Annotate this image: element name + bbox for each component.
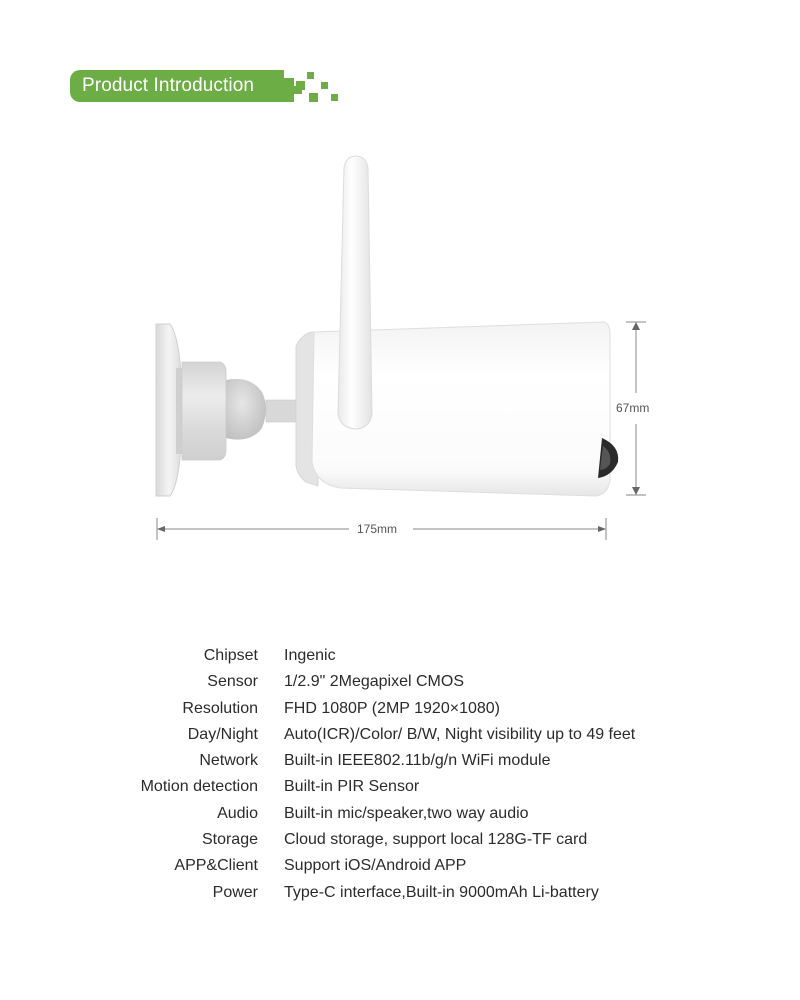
spec-row-chipset: [0, 645, 800, 671]
spec-table: [0, 645, 800, 908]
spec-label: Network: [199, 752, 258, 770]
spec-value: Support iOS/Android APP: [284, 857, 467, 875]
spec-row-network: [0, 750, 800, 776]
height-dimension-label: 67mm: [616, 401, 650, 415]
spec-row-audio: [0, 803, 800, 829]
spec-label: Storage: [201, 831, 258, 849]
section-title: Product Introduction: [82, 75, 255, 96]
spec-value: FHD 1080P (2MP 1920×1080): [284, 699, 500, 717]
spec-row-motion-detection: [0, 776, 800, 802]
spec-label: Day/Night: [187, 725, 258, 743]
spec-label: Audio: [217, 804, 258, 822]
spec-value: Cloud storage, support local 128G-TF card: [284, 831, 588, 849]
spec-value: Ingenic: [284, 647, 336, 664]
spec-value: Built-in IEEE802.11b/g/n WiFi module: [284, 752, 551, 770]
spec-row-app-client: [0, 855, 800, 881]
spec-label: Sensor: [207, 673, 258, 691]
spec-label: Chipset: [203, 647, 258, 664]
spec-row-storage: [0, 829, 800, 855]
spec-row-power: [0, 882, 800, 908]
spec-value: Built-in PIR Sensor: [284, 778, 420, 796]
spec-row-sensor: [0, 671, 800, 697]
spec-row-day-night: [0, 724, 800, 750]
spec-row-resolution: [0, 698, 800, 724]
spec-label: Resolution: [182, 699, 258, 717]
spec-value: Auto(ICR)/Color/ B/W, Night visibility up to 49 feet: [284, 725, 636, 743]
spec-label: Motion detection: [140, 778, 258, 796]
spec-value: 1/2.9" 2Megapixel CMOS: [284, 673, 464, 691]
spec-label: APP&Client: [174, 857, 258, 875]
spec-value: Built-in mic/speaker,two way audio: [284, 804, 529, 822]
length-dimension-label: 175mm: [357, 522, 398, 536]
spec-label: Power: [212, 883, 258, 901]
spec-value: Type-C interface,Built-in 9000mAh Li-battery: [284, 883, 599, 901]
